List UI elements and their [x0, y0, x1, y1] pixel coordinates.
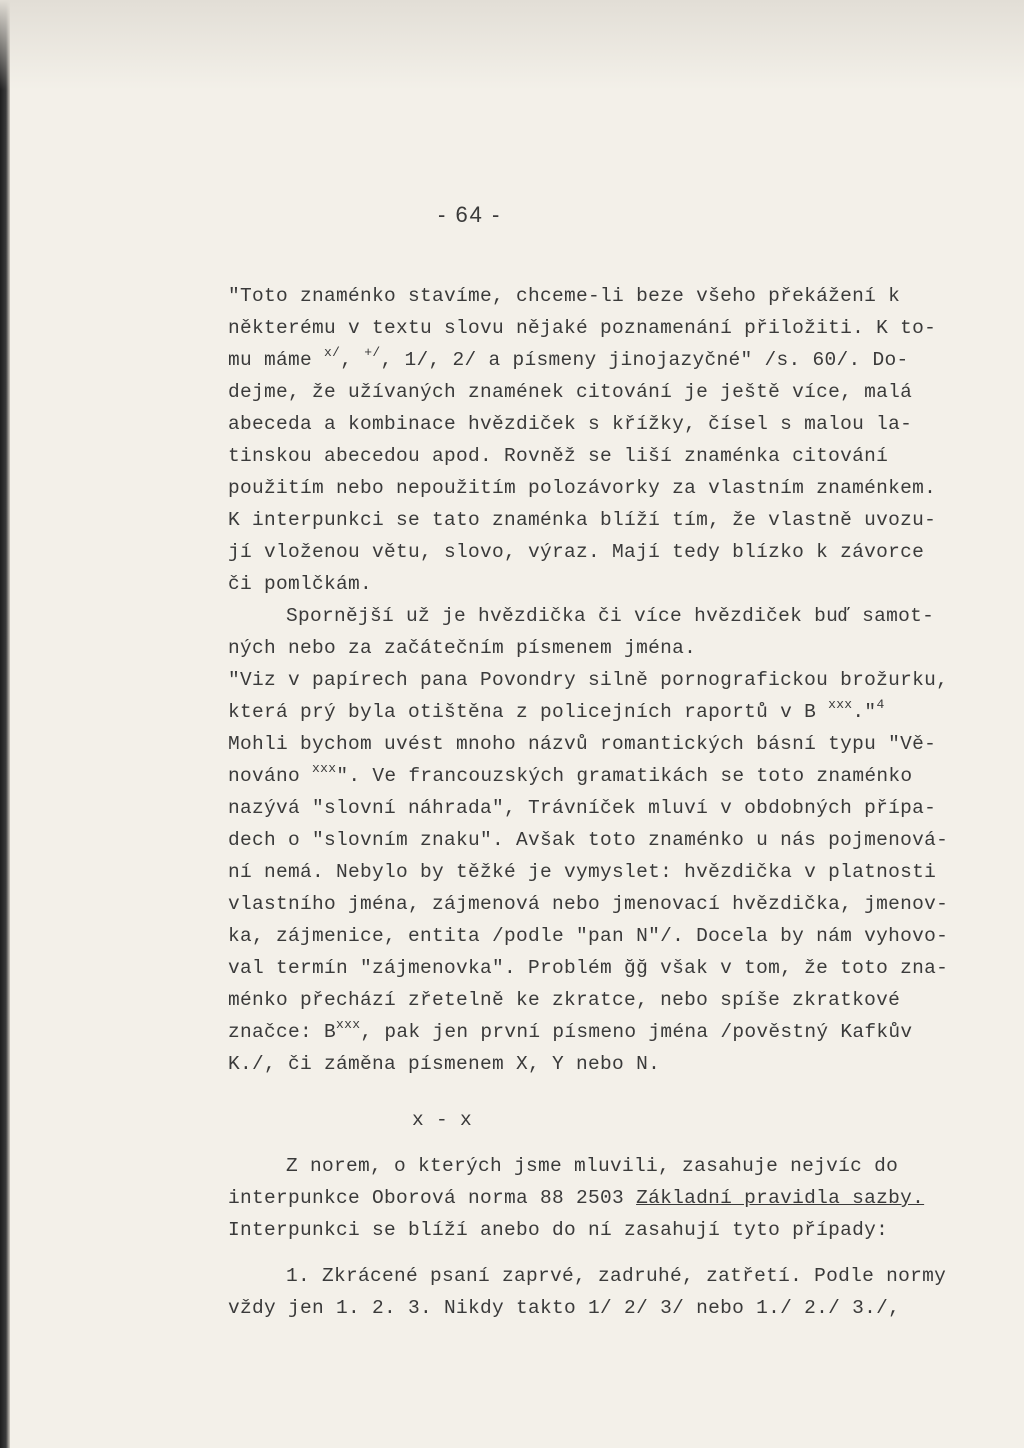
text-line: vlastního jména, zájmenová nebo jmenovací hvězdička, jmenov-	[228, 893, 949, 915]
text-line: Mohli bychom uvést mnoho názvů romantických básní typu "Vě-	[228, 733, 937, 755]
page-number: - 64 -	[438, 202, 502, 227]
text-line: mu máme $^{x/}$, +/, 1/, 2/ a písmeny jinojazyčné" /s. 60/. Do-	[228, 345, 909, 371]
text-line: dech o "slovním znaku". Avšak toto znaménko u nás pojmenová-	[228, 829, 949, 851]
section-separator: x - x	[412, 1109, 473, 1131]
text-line: ní nemá. Nebylo by těžké je vymyslet: hvězdička v platnosti	[228, 861, 937, 883]
text-line: značce: $B^{xxx}$, pak jen první písmeno jména /pověstný Kafkův	[228, 1017, 913, 1043]
scan-shadow	[0, 0, 1024, 90]
text-line: Spornější už je hvězdička či více hvězdiček buď samot-	[286, 605, 935, 627]
text-line: 1. Zkrácené psaní zaprvé, zadruhé, zatřetí. Podle normy	[286, 1265, 947, 1287]
norm-title: Základní pravidla sazby.	[636, 1187, 925, 1209]
text-line: vždy jen 1. 2. 3. Nikdy takto 1/ 2/ 3/ nebo 1./ 2./ 3./,	[228, 1297, 901, 1319]
text-line: tinskou abecedou apod. Rovněž se liší znaménka citování	[228, 445, 889, 467]
text-line: dejme, že užívaných znamének citování je ještě více, malá	[228, 381, 913, 403]
text-line: ménko přechází zřetelně ke zkratce, nebo spíše zkratkové	[228, 989, 901, 1011]
text-line: Interpunkci se blíží anebo do ní zasahují tyto případy:	[228, 1219, 889, 1241]
text-line: ka, zájmenice, entita /podle "pan N"/. Docela by nám vyhovo-	[228, 925, 949, 947]
text-line: interpunkce Oborová norma 88 2503 Základní pravidla sazby.	[228, 1187, 925, 1209]
text-line: ných nebo za začátečním písmenem jména.	[228, 637, 697, 659]
text-line: která prý byla otištěna z policejních raportů v B $^{xxx}$."$^4$	[228, 697, 885, 723]
text-line: Z norem, o kterých jsme mluvili, zasahuje nejvíc do	[286, 1155, 899, 1177]
page-edge	[0, 0, 10, 1448]
text-line: K./, či záměna písmenem X, Y nebo N.	[228, 1053, 661, 1075]
text-line: některému v textu slovu nějaké poznamenání přiložiti. K to-	[228, 317, 937, 339]
text-line: val termín "zájmenovka". Problém ğğ však v tom, že toto zna-	[228, 957, 949, 979]
text-line: K interpunkci se tato znaménka blíží tím, že vlastně uvozu-	[228, 509, 937, 531]
text-line: jí vloženou větu, slovo, výraz. Mají tedy blízko k závorce	[228, 541, 925, 563]
text-line: či pomlčkám.	[228, 573, 373, 595]
text-line: "Toto znaménko stavíme, chceme-li beze všeho překážení k	[228, 285, 901, 307]
text-line: abeceda a kombinace hvězdiček s křížky, čísel s malou la-	[228, 413, 913, 435]
text-line: nováno $^{xxx}$". Ve francouzských gramatikách se toto znaménko	[228, 761, 913, 787]
text-line: použitím nebo nepoužitím polozávorky za vlastním znaménkem.	[228, 477, 937, 499]
text-line: "Viz v papírech pana Povondry silně pornografickou brožurku,	[228, 669, 949, 691]
text-line: nazývá "slovní náhrada", Trávníček mluví v obdobných přípa-	[228, 797, 937, 819]
